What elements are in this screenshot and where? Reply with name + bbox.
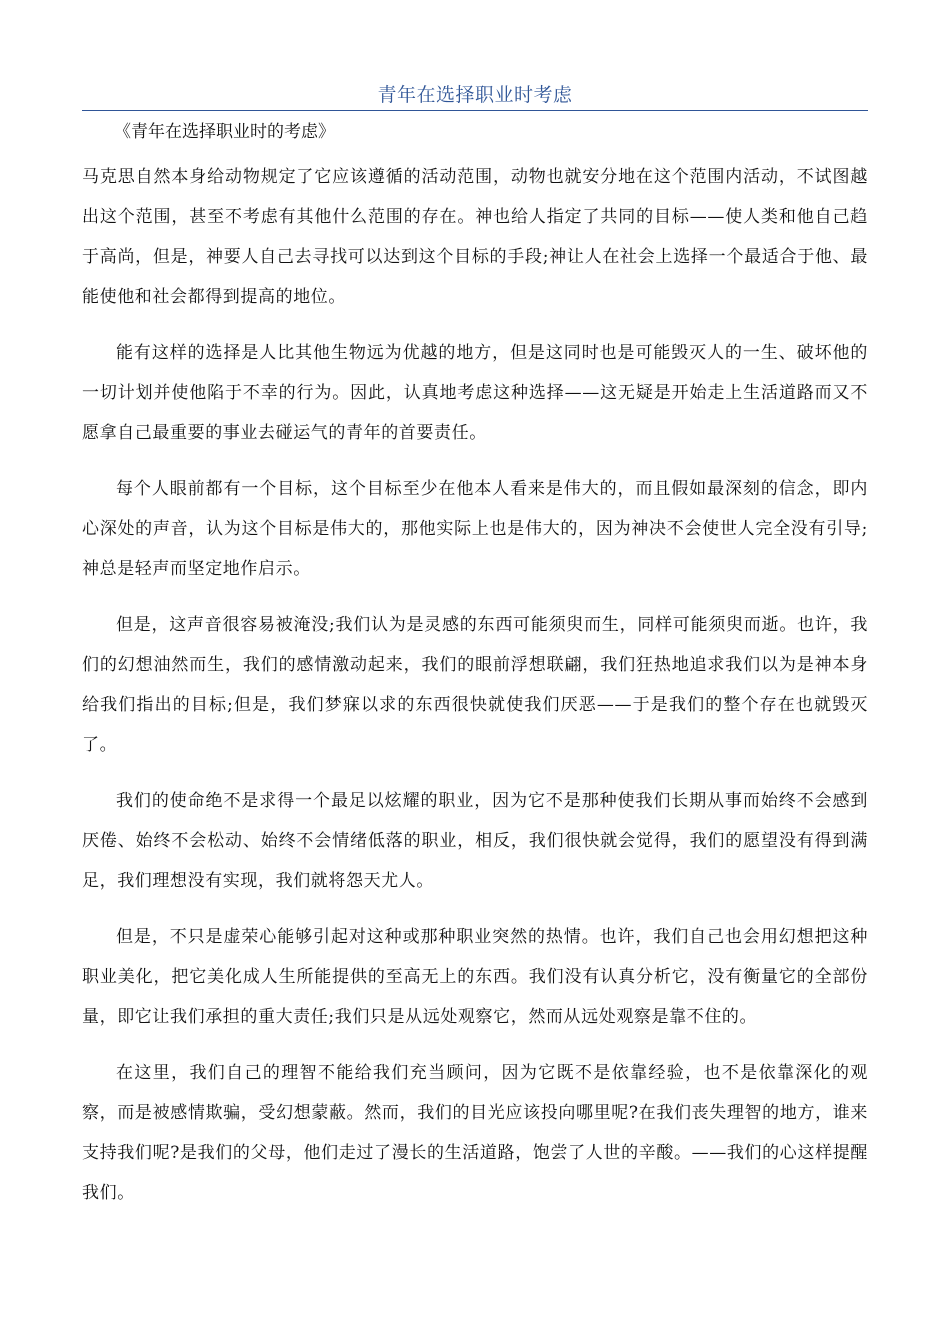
paragraph-3: 每个人眼前都有一个目标，这个目标至少在他本人看来是伟大的，而且假如最深刻的信念，即内心深处的声音，认为这个目标是伟大的，那他实际上也是伟大的，因为神决不会使世人完全没有引导;神总是轻声而坚定地作启示。 [82, 479, 868, 579]
paragraph-4: 但是，这声音很容易被淹没;我们认为是灵感的东西可能须臾而生，同样可能须臾而逝。也许，我们的幻想油然而生，我们的感情激动起来，我们的眼前浮想联翩，我们狂热地追求我们以为是神本身给我们指出的目标;但是，我们梦寐以求的东西很快就使我们厌恶——于是我们的整个存在也就毁灭了。 [82, 615, 868, 755]
document-body [82, 119, 868, 1229]
paragraph-2: 能有这样的选择是人比其他生物远为优越的地方，但是这同时也是可能毁灭人的一生、破坏他的一切计划并使他陷于不幸的行为。因此，认真地考虑这种选择——这无疑是开始走上生活道路而又不愿拿自己最重要的事业去碰运气的青年的首要责任。 [82, 343, 868, 443]
paragraph-7: 在这里，我们自己的理智不能给我们充当顾问，因为它既不是依靠经验，也不是依靠深化的观察，而是被感情欺骗，受幻想蒙蔽。然而，我们的目光应该投向哪里呢?在我们丧失理智的地方，谁来支持我们呢?是我们的父母，他们走过了漫长的生活道路，饱尝了人世的辛酸。——我们的心这样提醒我们。 [82, 1063, 868, 1203]
paragraph-6: 但是，不只是虚荣心能够引起对这种或那种职业突然的热情。也许，我们自己也会用幻想把这种职业美化，把它美化成人生所能提供的至高无上的东西。我们没有认真分析它，没有衡量它的全部份量，即它让我们承担的重大责任;我们只是从远处观察它，然而从远处观察是靠不住的。 [82, 927, 868, 1027]
document-title: 《青年在选择职业时的考虑》 [114, 122, 335, 142]
paragraph-1: 马克思自然本身给动物规定了它应该遵循的活动范围，动物也就安分地在这个范围内活动，不试图越出这个范围，甚至不考虑有其他什么范围的存在。神也给人指定了共同的目标——使人类和他自己趋于高尚，但是，神要人自己去寻找可以达到这个目标的手段;神让人在社会上选择一个最适合于他、最能使他和社会都得到提高的地位。 [82, 167, 868, 307]
header-title: 青年在选择职业时考虑 [377, 84, 573, 106]
paragraph-5: 我们的使命绝不是求得一个最足以炫耀的职业，因为它不是那种使我们长期从事而始终不会感到厌倦、始终不会松动、始终不会情绪低落的职业，相反，我们很快就会觉得，我们的愿望没有得到满足，我们理想没有实现，我们就将怨天尤人。 [82, 791, 868, 891]
page-header [82, 82, 868, 111]
